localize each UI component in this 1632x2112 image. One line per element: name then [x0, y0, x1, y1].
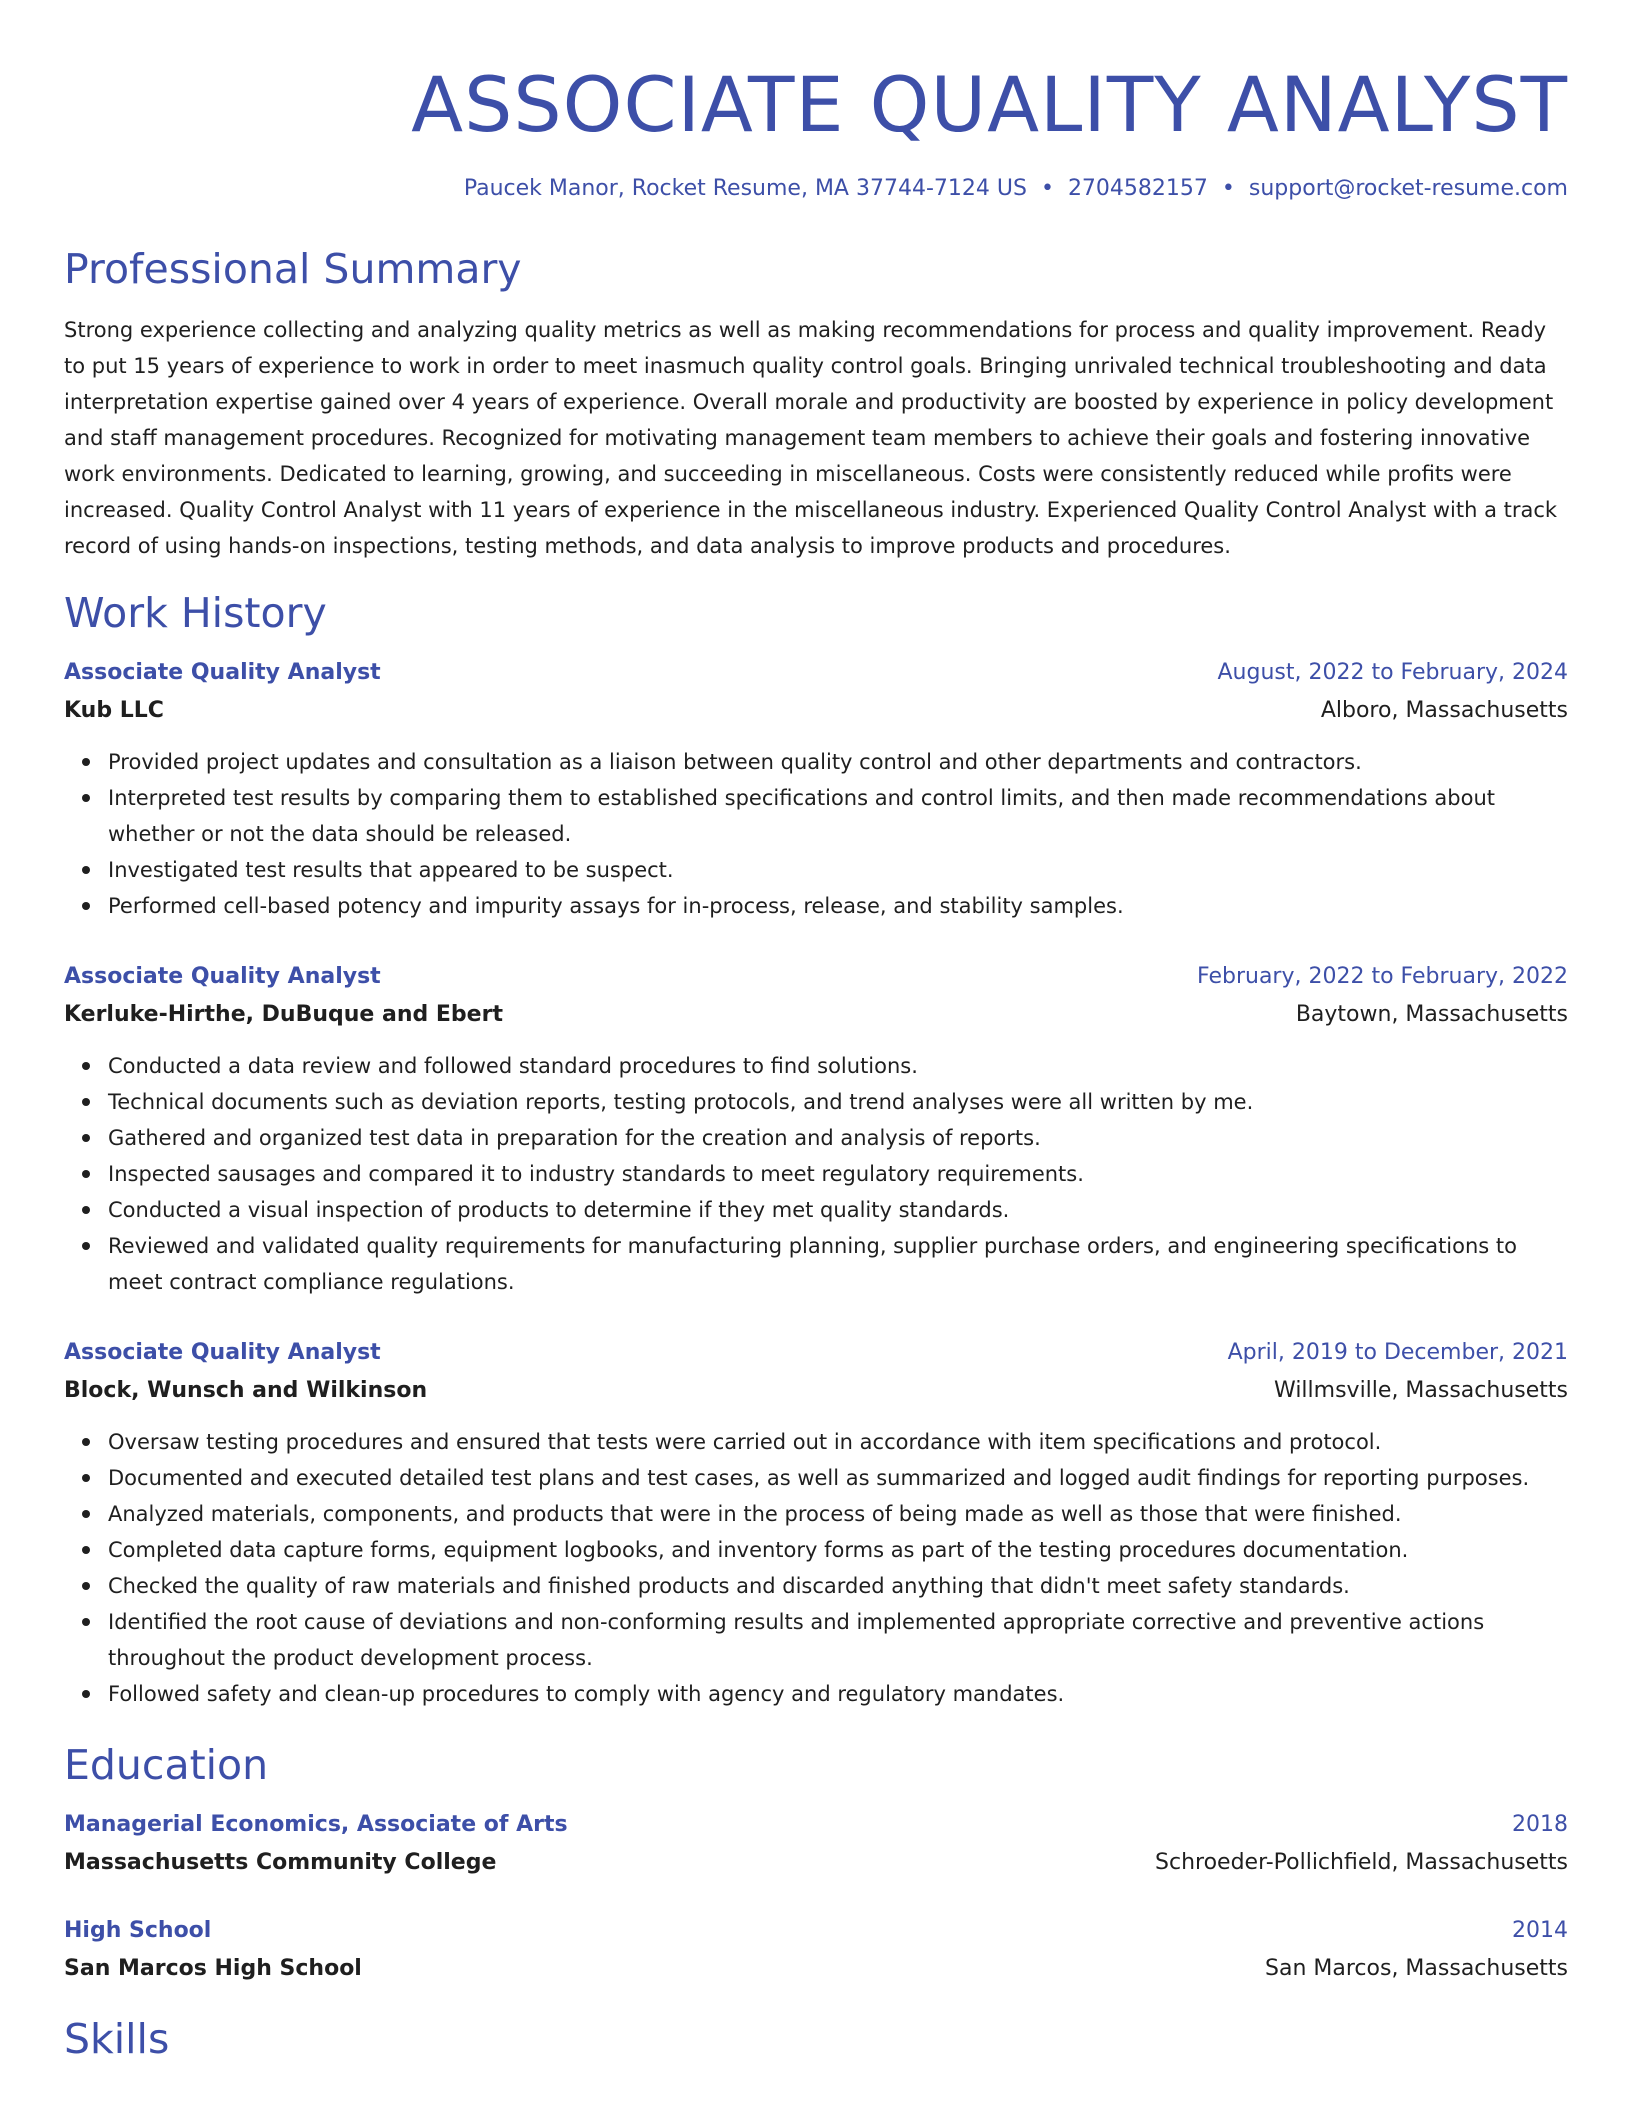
contact-phone: 2704582157: [1067, 176, 1208, 201]
job-bullet: Checked the quality of raw materials and finished products and discarded anything that didn't meet safety standards.: [108, 1568, 1568, 1604]
job-title-row: [64, 1334, 1568, 1372]
job-bullet: Investigated test results that appeared to be suspect.: [108, 852, 1568, 888]
education-degree-row: [64, 1806, 1568, 1844]
education-degree: Managerial Economics, Associate of Arts: [64, 1812, 568, 1837]
job-entry: [64, 654, 1568, 924]
job-bullet: Interpreted test results by comparing them to established specifications and control limits, and then made recommendations about whether or not the data should be released.: [108, 780, 1568, 852]
contact-separator: •: [1221, 176, 1235, 201]
job-bullet: Provided project updates and consultation as a liaison between quality control and other departments and contractors.: [108, 744, 1568, 780]
job-bullet: Followed safety and clean-up procedures to comply with agency and regulatory mandates.: [108, 1676, 1568, 1712]
job-dates: August, 2022 to February, 2024: [1217, 660, 1568, 685]
job-role: Associate Quality Analyst: [64, 964, 381, 989]
job-dates: April, 2019 to December, 2021: [1227, 1340, 1568, 1365]
job-title-row: [64, 958, 1568, 996]
resume-title: ASSOCIATE QUALITY ANALYST: [411, 60, 1568, 149]
job-bullets: [64, 744, 1568, 924]
job-employer: Block, Wunsch and Wilkinson: [64, 1378, 428, 1403]
job-bullet: Analyzed materials, components, and products that were in the process of being made as well as those that were finished.: [108, 1496, 1568, 1532]
education-heading: Education: [64, 1741, 269, 1789]
job-bullet: Oversaw testing procedures and ensured that tests were carried out in accordance with item specifications and protocol.: [108, 1424, 1568, 1460]
resume-page: [64, 0, 1568, 2064]
education-school: San Marcos High School: [64, 1956, 362, 1981]
contact-address: Paucek Manor, Rocket Resume, MA 37744-7124 US: [463, 176, 1027, 201]
education-entry: [64, 1912, 1568, 1988]
job-bullet: Inspected sausages and compared it to industry standards to meet regulatory requirements.: [108, 1156, 1568, 1192]
skills-heading: Skills: [64, 2015, 170, 2063]
job-bullet: Conducted a visual inspection of products to determine if they met quality standards.: [108, 1192, 1568, 1228]
job-employer-row: [64, 1372, 1568, 1410]
education-school-row: [64, 1844, 1568, 1882]
education-year: 2014: [1512, 1918, 1568, 1943]
job-location: Alboro, Massachusetts: [1320, 698, 1568, 723]
contact-email: support@rocket-resume.com: [1248, 176, 1568, 201]
summary-heading: Professional Summary: [64, 245, 522, 293]
education-entry: [64, 1806, 1568, 1882]
job-bullet: Identified the root cause of deviations and non-conforming results and implemented appropriate corrective and preventive actions throughout the product development process.: [108, 1604, 1568, 1676]
job-employer: Kerluke-Hirthe, DuBuque and Ebert: [64, 1002, 503, 1027]
education-degree: High School: [64, 1918, 212, 1943]
work-history-heading: Work History: [64, 589, 327, 637]
summary-text: Strong experience collecting and analyzing quality metrics as well as making recommendations for process and quality improvement. Ready to put 15 years of experience to work in order to meet inasmuch quality control goals. Bringing unrivaled technical troubleshooting and data interpretation expertise gained over 4 years of experience. Overall morale and productivity are boosted by experience in policy development and staff management procedures. Recognized for motivating management team members to achieve their goals and fostering innovative work environments. Dedicated to learning, growing, and succeeding in miscellaneous. Costs were consistently reduced while profits were increased. Quality Control Analyst with 11 years of experience in the miscellaneous industry. Experienced Quality Control Analyst with a track record of using hands-on inspections, testing methods, and data analysis to improve products and procedures.: [64, 318, 1558, 558]
job-bullet: Conducted a data review and followed standard procedures to find solutions.: [108, 1048, 1568, 1084]
job-location: Willmsville, Massachusetts: [1274, 1378, 1568, 1403]
job-bullets: [64, 1424, 1568, 1712]
job-title-row: [64, 654, 1568, 692]
job-role: Associate Quality Analyst: [64, 1340, 381, 1365]
contact-separator: •: [1040, 176, 1054, 201]
job-bullet: Documented and executed detailed test plans and test cases, as well as summarized and logged audit findings for reporting purposes.: [108, 1460, 1568, 1496]
job-employer-row: [64, 996, 1568, 1034]
contact-line: [64, 174, 1568, 204]
job-bullet: Reviewed and validated quality requirements for manufacturing planning, supplier purchase orders, and engineering specifications to meet contract compliance regulations.: [108, 1228, 1568, 1300]
job-bullet: Performed cell-based potency and impurity assays for in-process, release, and stability samples.: [108, 888, 1568, 924]
job-employer-row: [64, 692, 1568, 730]
education-location: San Marcos, Massachusetts: [1265, 1956, 1568, 1981]
job-bullet: Gathered and organized test data in preparation for the creation and analysis of reports.: [108, 1120, 1568, 1156]
job-bullets: [64, 1048, 1568, 1300]
job-bullet: Completed data capture forms, equipment logbooks, and inventory forms as part of the testing procedures documentation.: [108, 1532, 1568, 1568]
education-degree-row: [64, 1912, 1568, 1950]
job-bullet: Technical documents such as deviation reports, testing protocols, and trend analyses were all written by me.: [108, 1084, 1568, 1120]
job-entry: [64, 958, 1568, 1300]
education-school-row: [64, 1950, 1568, 1988]
job-dates: February, 2022 to February, 2022: [1197, 964, 1568, 989]
job-entry: [64, 1334, 1568, 1712]
job-employer: Kub LLC: [64, 698, 164, 723]
education-year: 2018: [1512, 1812, 1568, 1837]
job-location: Baytown, Massachusetts: [1295, 1002, 1568, 1027]
education-location: Schroeder-Pollichfield, Massachusetts: [1155, 1850, 1568, 1875]
job-role: Associate Quality Analyst: [64, 660, 381, 685]
education-school: Massachusetts Community College: [64, 1850, 497, 1875]
